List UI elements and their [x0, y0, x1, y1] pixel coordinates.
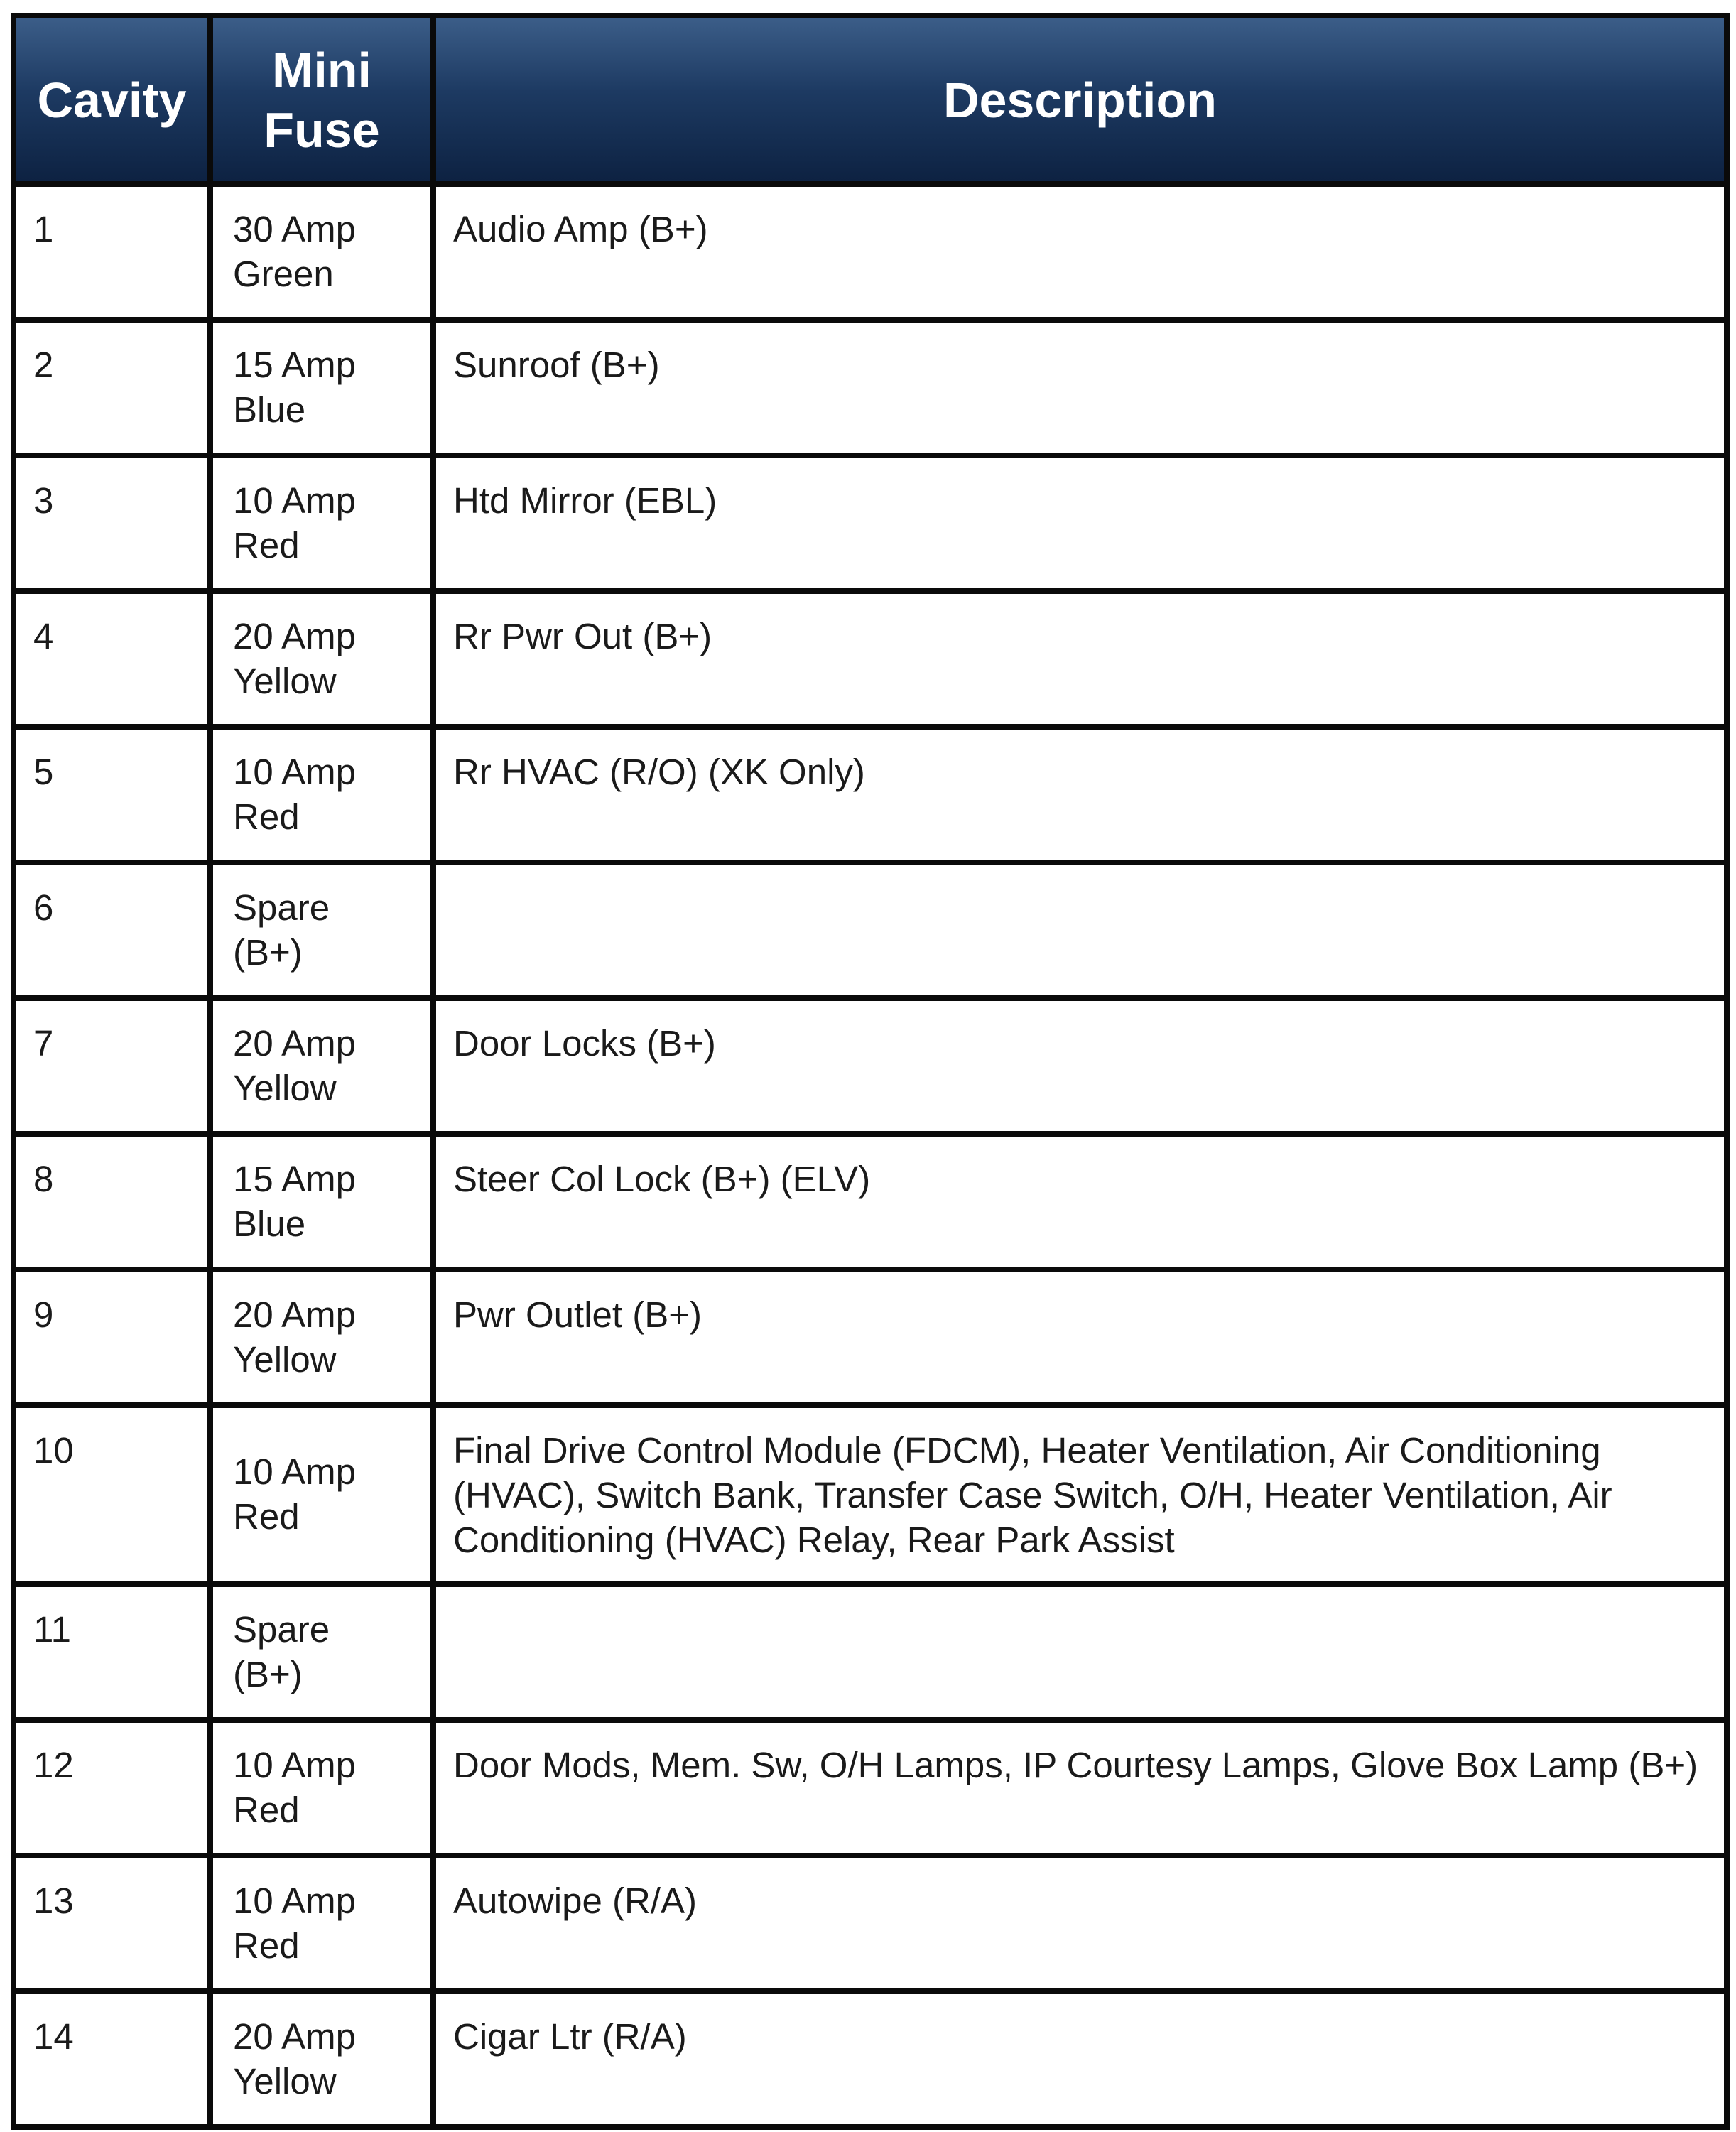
- fuse-cell: [210, 1720, 433, 1856]
- fuse-cell: [210, 1584, 433, 1720]
- fuse-cell: [210, 862, 433, 998]
- description-cell: Cigar Ltr (R/A): [433, 1991, 1727, 2127]
- fuse-amp: 10 Amp: [233, 1881, 356, 1921]
- fuse-color: Blue: [233, 389, 306, 430]
- cavity-cell: 5: [13, 727, 210, 862]
- header-mini-fuse: [210, 16, 433, 184]
- description-cell: Rr Pwr Out (B+): [433, 591, 1727, 727]
- fuse-cell: [210, 727, 433, 862]
- fuse-color: Blue: [233, 1203, 306, 1244]
- cavity-cell: 13: [13, 1856, 210, 1991]
- fuse-cell: [210, 184, 433, 320]
- description-cell: Door Mods, Mem. Sw, O/H Lamps, IP Courtesy Lamps, Glove Box Lamp (B+): [433, 1720, 1727, 1856]
- description-cell: [433, 1584, 1727, 1720]
- fuse-amp: 20 Amp: [233, 2016, 356, 2057]
- table-row: [13, 1405, 1727, 1584]
- cavity-cell: 6: [13, 862, 210, 998]
- fuse-amp: 15 Amp: [233, 1159, 356, 1199]
- table-row: [13, 862, 1727, 998]
- cavity-cell: 11: [13, 1584, 210, 1720]
- fuse-amp: 20 Amp: [233, 616, 356, 656]
- description-cell: [433, 862, 1727, 998]
- description-cell: Pwr Outlet (B+): [433, 1270, 1727, 1405]
- cavity-cell: 9: [13, 1270, 210, 1405]
- cavity-cell: 14: [13, 1991, 210, 2127]
- cavity-cell: 1: [13, 184, 210, 320]
- table-row: [13, 1720, 1727, 1856]
- fuse-color: (B+): [233, 932, 303, 973]
- description-cell: Door Locks (B+): [433, 998, 1727, 1134]
- fuse-table: [11, 13, 1730, 2130]
- description-cell: Steer Col Lock (B+) (ELV): [433, 1134, 1727, 1270]
- table-row: [13, 591, 1727, 727]
- fuse-color: Red: [233, 525, 300, 566]
- fuse-color: Yellow: [233, 661, 337, 701]
- table-row: [13, 1270, 1727, 1405]
- header-fuse-line2: Fuse: [264, 102, 380, 158]
- header-description: Description: [433, 16, 1727, 184]
- cavity-cell: 7: [13, 998, 210, 1134]
- fuse-amp: 20 Amp: [233, 1294, 356, 1335]
- fuse-color: Red: [233, 796, 300, 837]
- table-row: [13, 1584, 1727, 1720]
- table-row: [13, 455, 1727, 591]
- fuse-amp: 15 Amp: [233, 345, 356, 385]
- fuse-color: Red: [233, 1925, 300, 1966]
- fuse-color: Yellow: [233, 1068, 337, 1108]
- cavity-cell: 3: [13, 455, 210, 591]
- cavity-cell: 10: [13, 1405, 210, 1584]
- fuse-amp: 10 Amp: [233, 1745, 356, 1785]
- cavity-cell: 4: [13, 591, 210, 727]
- fuse-color: Red: [233, 1790, 300, 1830]
- table-row: [13, 184, 1727, 320]
- fuse-cell: [210, 455, 433, 591]
- table-row: [13, 727, 1727, 862]
- fuse-amp: 10 Amp: [233, 1451, 356, 1492]
- fuse-amp: Spare: [233, 887, 330, 928]
- header-row: [13, 16, 1727, 184]
- fuse-cell: [210, 1991, 433, 2127]
- fuse-cell: [210, 320, 433, 455]
- fuse-amp: Spare: [233, 1609, 330, 1650]
- fuse-cell: [210, 1134, 433, 1270]
- fuse-color: Yellow: [233, 1339, 337, 1380]
- description-cell: Sunroof (B+): [433, 320, 1727, 455]
- cavity-cell: 8: [13, 1134, 210, 1270]
- table-row: [13, 320, 1727, 455]
- fuse-cell: [210, 591, 433, 727]
- description-cell: Autowipe (R/A): [433, 1856, 1727, 1991]
- fuse-amp: 10 Amp: [233, 480, 356, 521]
- fuse-color: Green: [233, 254, 334, 294]
- description-cell: Htd Mirror (EBL): [433, 455, 1727, 591]
- description-cell: Rr HVAC (R/O) (XK Only): [433, 727, 1727, 862]
- cavity-cell: 2: [13, 320, 210, 455]
- table-row: [13, 1856, 1727, 1991]
- fuse-cell: [210, 1270, 433, 1405]
- fuse-cell: [210, 1405, 433, 1584]
- table-row: [13, 1991, 1727, 2127]
- fuse-color: Yellow: [233, 2061, 337, 2101]
- table-row: [13, 1134, 1727, 1270]
- fuse-color: Red: [233, 1496, 300, 1537]
- fuse-cell: [210, 998, 433, 1134]
- cavity-cell: 12: [13, 1720, 210, 1856]
- fuse-amp: 10 Amp: [233, 752, 356, 792]
- description-cell: Final Drive Control Module (FDCM), Heater Ventilation, Air Conditioning (HVAC), Switch Bank, Transfer Case Switch, O/H, Heater Ventilation, Air Conditioning (HVAC) Relay, Rear Park Assist: [433, 1405, 1727, 1584]
- table-row: [13, 998, 1727, 1134]
- fuse-cell: [210, 1856, 433, 1991]
- fuse-color: (B+): [233, 1654, 303, 1694]
- description-cell: Audio Amp (B+): [433, 184, 1727, 320]
- header-cavity: Cavity: [13, 16, 210, 184]
- fuse-amp: 20 Amp: [233, 1023, 356, 1064]
- header-fuse-line1: Mini: [272, 42, 371, 98]
- fuse-amp: 30 Amp: [233, 209, 356, 249]
